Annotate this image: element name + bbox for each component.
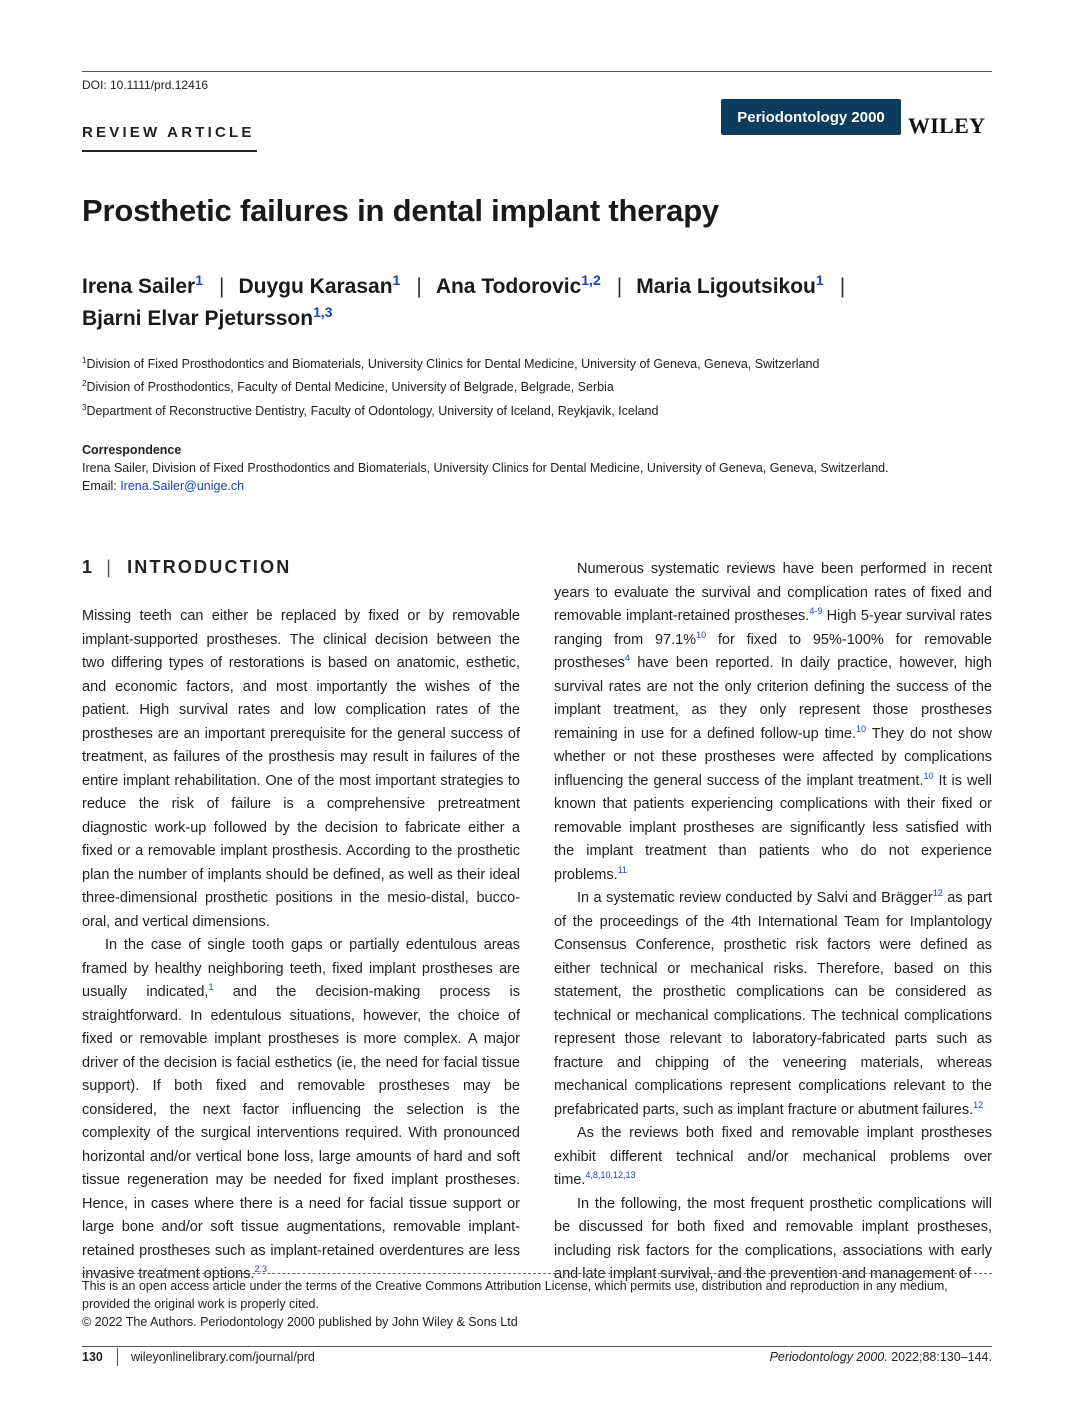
section-title: INTRODUCTION [127,557,292,577]
author-separator: | [416,275,422,298]
body-paragraph [82,934,520,1287]
affiliation-text: Department of Reconstructive Dentistry, Faculty of Odontology, University of Iceland, Reykjavik, Iceland [86,404,659,418]
citation-ref[interactable]: 4 [624,653,630,663]
journal-url[interactable]: wileyonlinelibrary.com/journal/prd [131,1350,315,1364]
author-name[interactable]: Ana Todorovic [435,275,582,298]
citation-ref[interactable]: 1 [208,982,214,992]
affiliation-text: Division of Fixed Prosthodontics and Biomaterials, University Clinics for Dental Medicine, University of Geneva, Geneva, Switzerland [86,357,820,371]
citation-ref[interactable]: 10 [856,723,867,734]
affiliation [82,404,658,418]
author-separator: | [219,275,225,298]
body-text: have been reported. In daily practice, however, high survival rates are not the only criterion defining the success of the implant treatment, as they only represent those prostheses remaining in use for a defined follow-up time. [554,655,992,742]
body-text: It is well known that patients experiencing complications with their fixed or removable implant prostheses are significantly less satisfied with the implant treatment than patients who do not experience problems. [554,772,992,883]
doi[interactable]: DOI: 10.1111/prd.12416 [82,78,209,92]
article-title: Prosthetic failures in dental implant therapy [82,193,719,228]
author-separator: | [616,275,623,298]
header-rule [82,71,992,72]
correspondence-email-line [82,477,1002,495]
article-type-underline [82,150,257,152]
affiliation [82,380,614,394]
author-name[interactable]: Bjarni Elvar Pjetursson [82,307,314,330]
body-text: They do not show whether or not these prostheses were affected by complications influencing the general success of the implant treatment. [554,725,992,789]
author-separator: | [839,275,846,298]
email-link[interactable]: Irena.Sailer@unige.ch [120,479,245,493]
body-text: High 5-year survival rates ranging from 97.1% [554,608,992,648]
publisher-logo[interactable]: WILEY [908,113,986,138]
citation-ref[interactable]: 11 [617,864,628,875]
body-text: In the case of single tooth gaps or partially edentulous areas framed by healthy neighboring teeth, fixed implant prostheses are usually indicated, [82,937,520,1000]
body-paragraph [554,1122,992,1193]
citation-ref[interactable]: 12 [932,888,943,898]
journal-name: Periodontology 2000. [769,1350,888,1364]
body-paragraph [554,558,992,887]
affiliation-number: 3 [82,403,87,412]
body-text: Missing teeth can either be replaced by fixed or by removable implant-supported prostheses. The clinical decision between the two differing types of restorations is based on anatomic, esthetic, and economic factors, and most importantly the wishes of the patient. High survival rates and low complication rates of the prostheses are an important prerequisite for the general success of treatment, as failures of the prosthesis may result in failures of the entire implant rehabilitation. One of the most important strategies to reduce the risk of failure is a comprehensive pretreatment diagnostic work-up followed by the decision to fabricate either a fixed or a removable implant prosthesis. According to the prosthetic plan the number of implants should be defined, as well as their ideal three-dimensional prosthetic positions in the mesio-distal, bucco-oral, and vertical dimensions. [82,608,520,930]
body-column-left [82,605,520,1287]
footnote-rule [82,1273,992,1274]
author-affiliation-ref[interactable]: 1 [815,272,824,288]
body-text: as part of the proceedings of the 4th International Team for Implantology Consensus Conference, prosthetic risk factors were defined as either technical or mechanical risks. Therefore, based on this statement, the prosthetic complications can be considered as technical or mechanical complications. The technical complications represent those relevant to laboratory-fabricated parts such as fracture and chipping of the veneering materials, whereas mechanical complications represent complications relevant to the prefabricated parts, such as implant fracture or abutment failures. [554,890,992,1118]
footer-rule [82,1346,992,1347]
body-column-right [554,558,992,1287]
correspondence [82,441,1002,495]
footer-divider [117,1348,118,1366]
correspondence-address: Irena Sailer, Division of Fixed Prosthodontics and Biomaterials, University Clinics for Dental Medicine, University of Geneva, Geneva, Switzerland. [82,461,889,475]
author-name[interactable]: Maria Ligoutsikou [636,275,816,298]
journal-citation [770,1350,992,1364]
body-text: and the decision-making process is straightforward. In edentulous situations, however, the choice of fixed or removable implant prostheses is more complex. A major driver of the decision is facial esthetics (ie, the need for facial tissue support). If both fixed and removable prostheses may be considered, the next factor influencing the selection is the complexity of the surgical interventions required. With pronounced horizontal and/or vertical bone loss, large amounts of hard and soft tissue regeneration may be needed for fixed implant prostheses. Hence, in cases where there is a need for facial tissue support or large bone and/or soft tissue augmentations, removable implant-retained prostheses such as implant-retained overdentures are less invasive treatment options. [82,984,520,1282]
affiliation [82,357,819,371]
article-type: REVIEW ARTICLE [82,124,255,141]
body-text: Numerous systematic reviews have been performed in recent years to evaluate the survival and complication rates of fixed and removable implant-retained prostheses. [554,561,992,624]
citation-ref[interactable]: 12 [973,1099,984,1110]
author-name[interactable]: Duygu Karasan [238,275,393,298]
body-text: for fixed to 95%-100% for removable prostheses [554,631,992,671]
journal-badge[interactable]: Periodontology 2000 [721,99,901,135]
copyright-text: © 2022 The Authors. Periodontology 2000 published by John Wiley & Sons Ltd [82,1315,518,1329]
section-number: 1 [82,557,95,577]
author-name[interactable]: Irena Sailer [82,275,196,298]
license-text: This is an open access article under the terms of the Creative Commons Attribution License, which permits use, distribution and reproduction in any medium, provided the original work is properly cited. [82,1279,948,1311]
license-notice [82,1277,992,1331]
body-text: In a systematic review conducted by Salvi and Brägger [577,890,933,906]
body-paragraph [554,887,992,1122]
author-list [82,271,1002,335]
body-text: As the reviews both fixed and removable implant prostheses exhibit different technical and/or mechanical problems over time. [554,1125,992,1188]
correspondence-heading: Correspondence [82,443,182,457]
citation-ref[interactable]: 4-9 [809,606,823,616]
affiliation-number: 2 [82,379,87,388]
citation-ref[interactable]: 4,8,10,12,13 [585,1170,636,1180]
affiliation-number: 1 [82,356,87,365]
citation-ref[interactable]: 10 [696,629,707,640]
email-label: Email: [82,479,121,493]
citation-details: 2022;88:130–144. [887,1350,992,1364]
body-paragraph [82,605,520,934]
author-affiliation-ref[interactable]: 1,3 [313,304,333,320]
affiliation-text: Division of Prosthodontics, Faculty of Dental Medicine, University of Belgrade, Belgrade, Serbia [86,380,614,394]
body-text: In the following, the most frequent prosthetic complications will be discussed for both fixed and removable implant prostheses, including risk factors for the complications, associations with early and late implant survival, and the prevention and management of [554,1195,992,1282]
page-number: 130 [82,1350,103,1364]
citation-ref[interactable]: 2,3 [254,1264,267,1274]
section-separator: | [106,557,114,577]
author-affiliation-ref[interactable]: 1 [392,272,401,288]
section-heading [82,557,292,578]
citation-ref[interactable]: 10 [923,770,934,781]
author-affiliation-ref[interactable]: 1,2 [581,272,601,288]
author-affiliation-ref[interactable]: 1 [195,272,204,288]
